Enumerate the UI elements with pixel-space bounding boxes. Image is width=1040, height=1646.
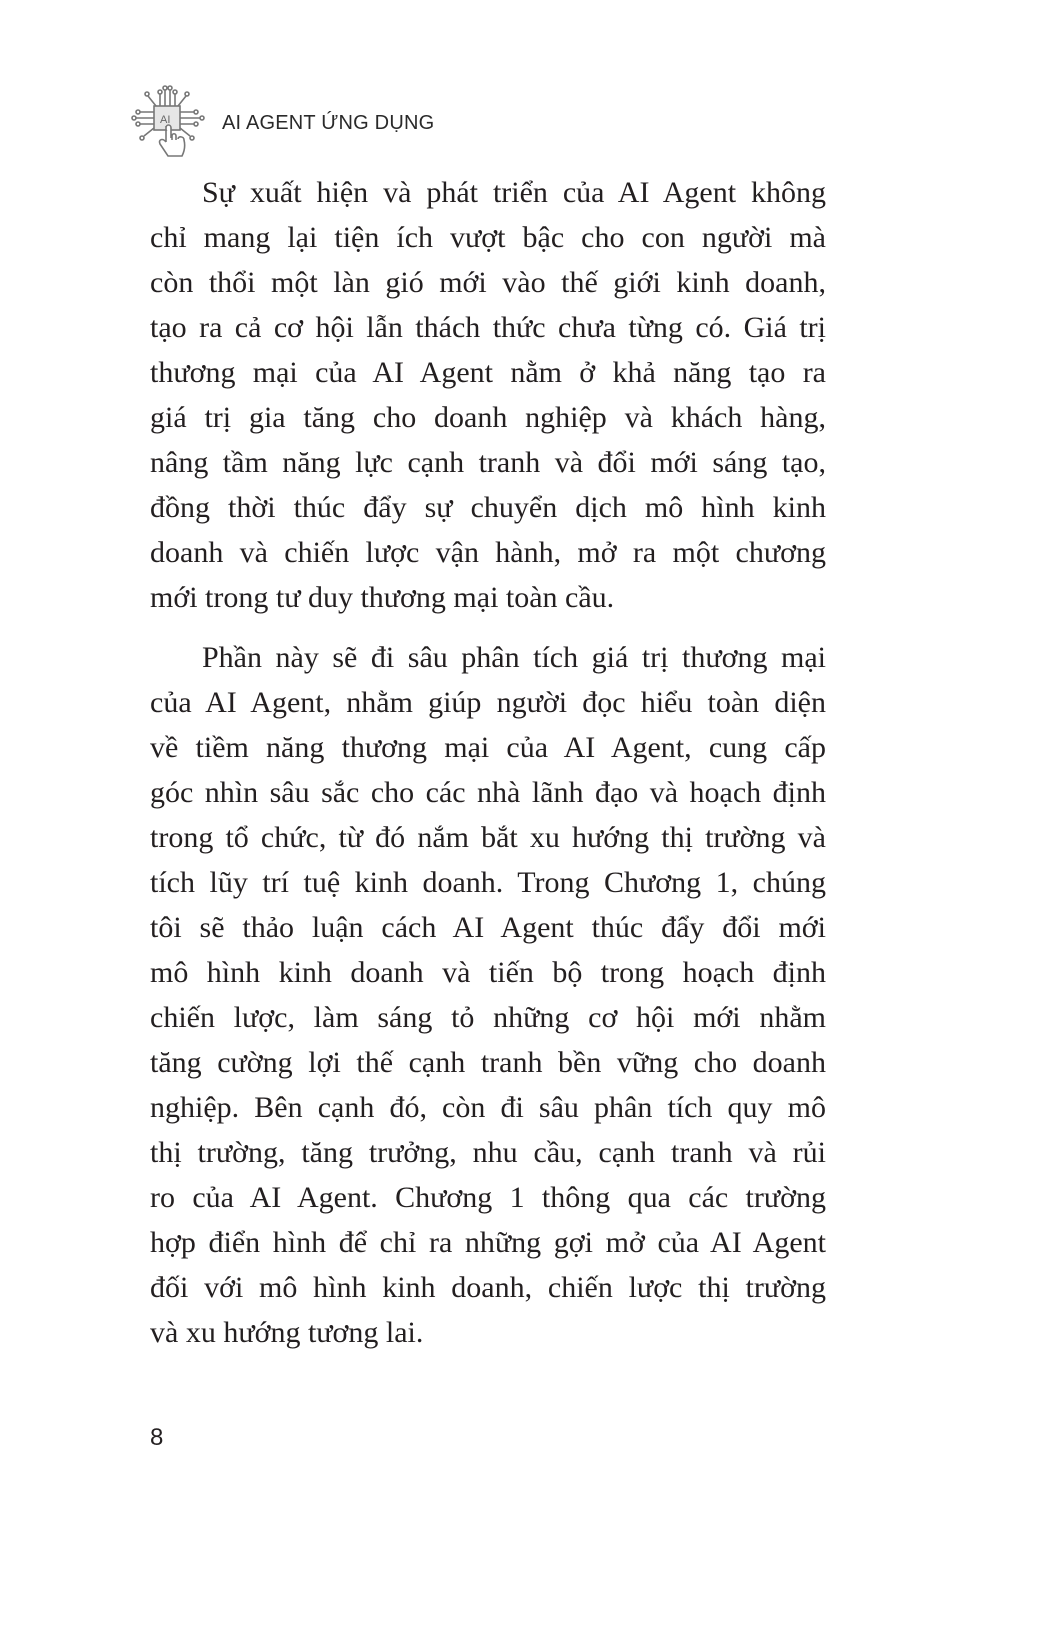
text-line: chỉ mang lại tiện ích vượt bậc cho con người mà (150, 221, 826, 254)
text-line: nâng tầm năng lực cạnh tranh và đổi mới sáng tạo, (150, 446, 826, 479)
running-header (130, 84, 434, 165)
page-number: 8 (150, 1424, 164, 1451)
text-line: chiến lược, làm sáng tỏ những cơ hội mới nhằm (150, 1001, 826, 1034)
text-line: Phần này sẽ đi sâu phân tích giá trị thương mại (202, 641, 826, 674)
text-line: đối với mô hình kinh doanh, chiến lược thị trường (150, 1271, 826, 1304)
text-line: thương mại của AI Agent nằm ở khả năng tạo ra (150, 356, 826, 389)
text-line: Sự xuất hiện và phát triển của AI Agent không (202, 176, 826, 209)
text-line: hợp điển hình để chỉ ra những gợi mở của AI Agent (150, 1226, 826, 1259)
text-line: nghiệp. Bên cạnh đó, còn đi sâu phân tích quy mô (150, 1091, 826, 1124)
text-line: về tiềm năng thương mại của AI Agent, cung cấp (150, 731, 826, 764)
text-line: mô hình kinh doanh và tiến bộ trong hoạch định (150, 956, 826, 989)
text-line: của AI Agent, nhằm giúp người đọc hiểu toàn diện (150, 686, 826, 719)
ai-chip-hand-icon (130, 84, 206, 165)
text-line: tích lũy trí tuệ kinh doanh. Trong Chương 1, chúng (150, 866, 826, 899)
text-line: ro của AI Agent. Chương 1 thông qua các trường (150, 1181, 826, 1214)
text-line: tôi sẽ thảo luận cách AI Agent thúc đẩy đổi mới (150, 911, 826, 944)
running-title: AI AGENT ỨNG DỤNG (222, 112, 435, 134)
text-line: mới trong tư duy thương mại toàn cầu. (150, 581, 615, 614)
text-line: đồng thời thúc đẩy sự chuyển dịch mô hình kinh (150, 491, 826, 524)
text-line: tăng cường lợi thế cạnh tranh bền vững cho doanh (150, 1046, 826, 1079)
text-line: và xu hướng tương lai. (150, 1316, 424, 1349)
text-line: doanh và chiến lược vận hành, mở ra một chương (150, 536, 826, 569)
text-line: tạo ra cả cơ hội lẫn thách thức chưa từng có. Giá trị (150, 311, 826, 344)
paragraph-1 (150, 170, 826, 620)
text-line: thị trường, tăng trưởng, nhu cầu, cạnh tranh và rủi (150, 1136, 826, 1169)
text-line: góc nhìn sâu sắc cho các nhà lãnh đạo và hoạch định (150, 776, 826, 809)
text-line: giá trị gia tăng cho doanh nghiệp và khách hàng, (150, 401, 826, 434)
text-line: còn thổi một làn gió mới vào thế giới kinh doanh, (150, 266, 826, 299)
svg-text:AI: AI (160, 114, 171, 126)
text-line: trong tổ chức, từ đó nắm bắt xu hướng thị trường và (150, 821, 826, 854)
paragraph-2 (150, 635, 826, 1355)
